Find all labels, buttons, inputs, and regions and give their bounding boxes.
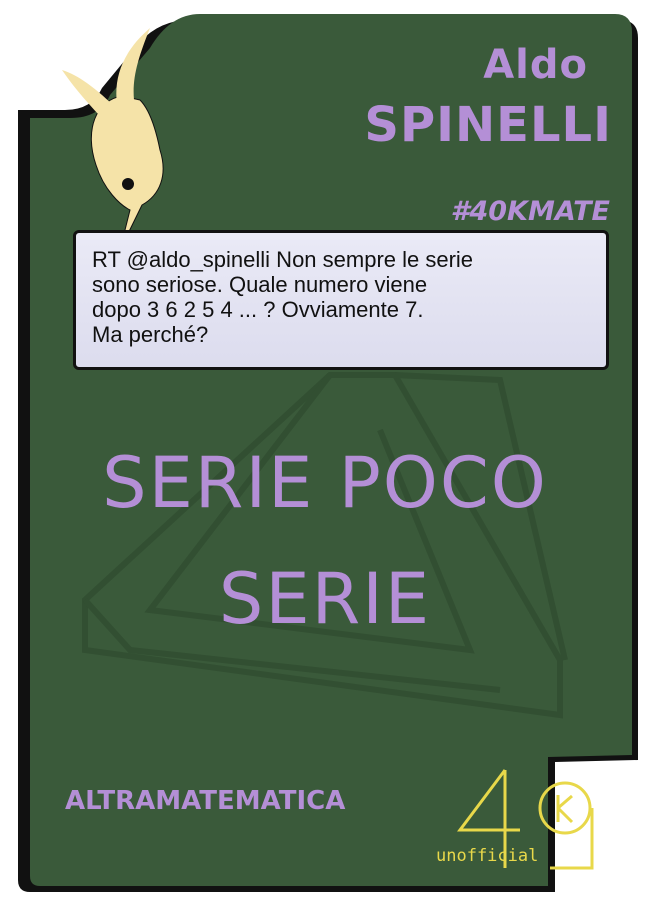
tweet-line: RT @aldo_spinelli Non sempre le serie xyxy=(92,247,474,272)
tweet-box xyxy=(73,230,609,370)
card-title-line-2: SERIE xyxy=(218,558,432,640)
tweet-text xyxy=(92,247,590,347)
tweet-line: dopo 3 6 2 5 4 ... ? Ovviamente 7. xyxy=(92,297,424,322)
card-title-line-1: SERIE POCO xyxy=(102,442,548,524)
tweet-line: sono seriose. Quale numero viene xyxy=(92,272,428,297)
author-first-name: Aldo xyxy=(483,42,588,88)
logo-unofficial-label: unofficial xyxy=(436,846,539,866)
hashtag: #40KMATE xyxy=(450,196,610,227)
category-label: ALTRAMATEMATICA xyxy=(65,786,346,816)
author-last-name: SPINELLI xyxy=(364,97,612,153)
tweet-line: Ma perché? xyxy=(92,322,209,347)
